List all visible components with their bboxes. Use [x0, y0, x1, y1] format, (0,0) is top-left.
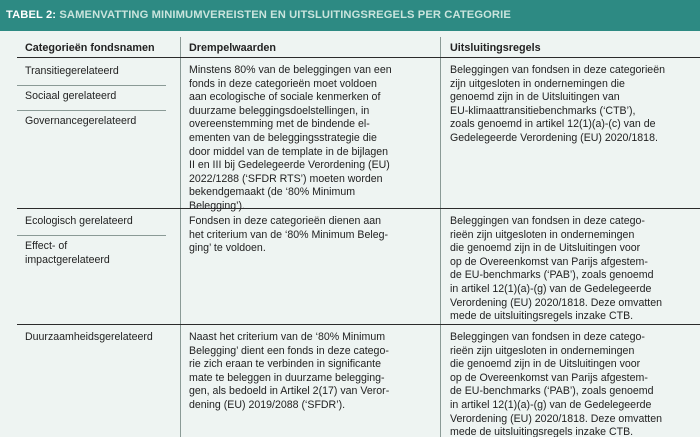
- text-line: ementen van de beleggingsstrategie die: [189, 131, 377, 144]
- exclusion-text: [450, 331, 696, 437]
- category-label: Sociaal gerelateerd: [25, 90, 117, 102]
- exclusion-text: [450, 64, 696, 146]
- threshold-text: [189, 215, 419, 256]
- text-line: ging’ te voldoen.: [189, 242, 266, 255]
- category-label: Transitiegerelateerd: [25, 65, 119, 77]
- text-line: de EU-benchmarks (‘PAB’), zoals genoemd: [450, 269, 654, 282]
- text-line: het criterium van de ‘80% Minimum Beleg-: [189, 228, 389, 241]
- text-line: in artikel 12(1)(a)-(g) van de Gedelegeerde: [450, 398, 652, 411]
- column-header-exclusion: Uitsluitingsregels: [450, 42, 541, 54]
- category-divider: [17, 235, 166, 236]
- text-line: op de Overeenkomst van Parijs afgestem-: [450, 255, 648, 268]
- category-label: Effect- of impactgerelateerd: [25, 240, 110, 266]
- text-line: duurzame beleggingsdoelstellingen, in: [189, 104, 370, 117]
- column-header-category: Categorieën fondsnamen: [25, 42, 155, 54]
- text-line: Beleggingen van fondsen in deze catego-: [450, 215, 645, 227]
- text-line: Belegging’ dient een fonds in deze catego-: [189, 344, 389, 357]
- text-line: bekendgemaakt (de ‘80% Minimum: [189, 186, 356, 199]
- category-divider: [17, 85, 166, 86]
- category-label: Ecologisch gerelateerd: [25, 215, 133, 227]
- text-line: mate te beleggen in duurzame belegging-: [189, 371, 385, 384]
- text-line: die genoemd zijn in de Uitsluitingen voor: [450, 242, 641, 255]
- header-divider: [17, 57, 700, 58]
- text-line: Beleggingen van fondsen in deze categorieën: [450, 64, 665, 76]
- text-line: mede de uitsluitingsregels inzake CTB.: [450, 310, 634, 323]
- text-line: de EU-benchmarks (‘PAB’), zoals genoemd: [450, 385, 654, 398]
- text-line: fonds in deze categorieën moet voldoen: [189, 77, 377, 90]
- text-line: 2022/1288 (‘SFDR RTS’) moeten worden: [189, 172, 383, 185]
- text-line: Gedelegeerde Verordening (EU) 2020/1818.: [450, 131, 658, 144]
- text-line: Fondsen in deze categorieën dienen aan: [189, 215, 382, 227]
- column-divider-1: [180, 37, 181, 437]
- text-line: zoals genoemd in artikel 12(1)(a)-(c) van de: [450, 118, 656, 131]
- row-divider: [17, 324, 700, 325]
- text-line: EU-klimaattransitiebenchmarks (‘CTB’),: [450, 104, 636, 117]
- threshold-text: [189, 64, 419, 214]
- text-line: Verordening (EU) 2020/1818. Deze omvatten: [450, 296, 663, 309]
- text-line: in artikel 12(1)(a)-(g) van de Gedelegeerde: [450, 282, 652, 295]
- text-line: Naast het criterium van de ‘80% Minimum: [189, 331, 386, 343]
- text-line: mede de uitsluitingsregels inzake CTB.: [450, 426, 634, 437]
- text-line: genoemd zijn in de Uitsluitingen van: [450, 91, 620, 104]
- threshold-text: [189, 331, 419, 413]
- text-line: Minstens 80% van de beleggingen van een: [189, 64, 392, 76]
- text-line: rieën zijn uitgesloten in ondernemingen: [450, 228, 635, 241]
- text-line: zijn uitgesloten in ondernemingen die: [450, 77, 625, 90]
- text-line: op de Overeenkomst van Parijs afgestem-: [450, 371, 648, 384]
- text-line: rieën zijn uitgesloten in ondernemingen: [450, 344, 635, 357]
- table-title: SAMENVATTING MINIMUMVEREISTEN EN UITSLUITINGSREGELS PER CATEGORIE: [59, 9, 511, 21]
- category-label: Governancegerelateerd: [25, 115, 137, 127]
- text-line: dening (EU) 2019/2088 (‘SFDR’).: [189, 398, 346, 411]
- text-line: II en III bij Gedelegeerde Verordening (EU): [189, 159, 390, 172]
- text-line: Verordening (EU) 2020/1818. Deze omvatten: [450, 412, 663, 425]
- column-divider-2: [440, 37, 441, 437]
- category-label: Duurzaamheidsgerelateerd: [25, 331, 153, 343]
- text-line: gen, als bedoeld in Artikel 2(17) van Veror-: [189, 385, 390, 398]
- row-divider: [17, 208, 700, 209]
- text-line: rie zich eraan te verbinden in significante: [189, 358, 381, 371]
- text-line: aan ecologische of sociale kenmerken of: [189, 91, 381, 104]
- exclusion-text: [450, 215, 696, 324]
- category-divider: [17, 110, 166, 111]
- table-number: TABEL 2:: [6, 9, 57, 21]
- text-line: Belegging’).: [189, 199, 245, 212]
- column-header-threshold: Drempelwaarden: [189, 42, 277, 54]
- text-line: door middel van de template in de bijlagen: [189, 145, 389, 158]
- text-line: Beleggingen van fondsen in deze catego-: [450, 331, 645, 343]
- text-line: overeenstemming met de bindende el-: [189, 118, 370, 131]
- text-line: die genoemd zijn in de Uitsluitingen voor: [450, 358, 641, 371]
- table-title-bar: [0, 0, 700, 31]
